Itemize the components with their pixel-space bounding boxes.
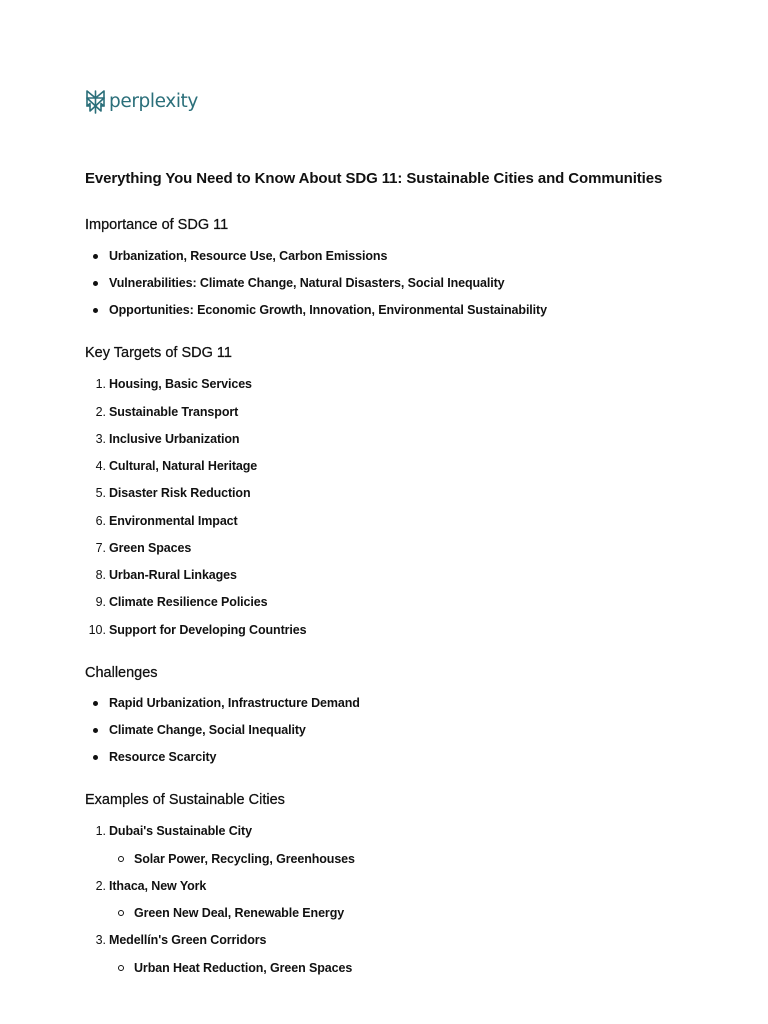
circle-bullet-icon	[118, 910, 124, 916]
section-heading-examples: Examples of Sustainable Cities	[85, 792, 285, 808]
list-item: Vulnerabilities: Climate Change, Natural Disasters, Social Inequality	[109, 276, 505, 290]
list-number: 3.	[95, 432, 106, 446]
list-item: Inclusive Urbanization	[109, 432, 240, 446]
list-number: 4.	[95, 459, 106, 473]
list-item: Disaster Risk Reduction	[109, 486, 251, 500]
section-heading-targets: Key Targets of SDG 11	[85, 345, 232, 361]
list-item: Climate Change, Social Inequality	[109, 723, 306, 737]
list-number: 8.	[95, 568, 106, 582]
bullet-icon	[93, 308, 98, 313]
bullet-icon	[93, 701, 98, 706]
perplexity-logo	[85, 89, 198, 115]
list-item: Environmental Impact	[109, 514, 238, 528]
list-number: 3.	[95, 933, 106, 947]
list-item: Climate Resilience Policies	[109, 595, 268, 609]
list-item: Rapid Urbanization, Infrastructure Demand	[109, 696, 360, 710]
bullet-icon	[93, 281, 98, 286]
list-item: Cultural, Natural Heritage	[109, 459, 258, 473]
circle-bullet-icon	[118, 965, 124, 971]
circle-bullet-icon	[118, 856, 124, 862]
list-number: 5.	[95, 486, 106, 500]
list-number: 7.	[95, 541, 106, 555]
list-item: Opportunities: Economic Growth, Innovation, Environmental Sustainability	[109, 303, 547, 317]
sub-list-item: Urban Heat Reduction, Green Spaces	[134, 961, 353, 975]
list-item: Green Spaces	[109, 541, 192, 555]
list-item: Ithaca, New York	[109, 879, 207, 893]
sub-list-item: Green New Deal, Renewable Energy	[134, 906, 345, 920]
logo-wordmark: perplexity	[109, 91, 198, 112]
list-item: Urbanization, Resource Use, Carbon Emissions	[109, 249, 388, 263]
bullet-icon	[93, 254, 98, 259]
list-number: 1.	[95, 824, 106, 838]
list-number: 2.	[95, 879, 106, 893]
list-number: 9.	[95, 595, 106, 609]
list-item: Dubai's Sustainable City	[109, 824, 252, 838]
list-item: Housing, Basic Services	[109, 377, 252, 391]
section-heading-importance: Importance of SDG 11	[85, 217, 229, 233]
list-number: 2.	[95, 405, 106, 419]
list-item: Medellín's Green Corridors	[109, 933, 267, 947]
list-item: Sustainable Transport	[109, 405, 239, 419]
list-item: Resource Scarcity	[109, 750, 217, 764]
perplexity-logo-icon	[85, 89, 106, 115]
list-item: Support for Developing Countries	[109, 623, 307, 637]
section-heading-challenges: Challenges	[85, 665, 158, 681]
list-number: 6.	[95, 514, 106, 528]
list-number: 1.	[95, 377, 106, 391]
page-title: Everything You Need to Know About SDG 11: Sustainable Cities and Communities	[85, 170, 663, 187]
bullet-icon	[93, 755, 98, 760]
bullet-icon	[93, 728, 98, 733]
list-item: Urban-Rural Linkages	[109, 568, 237, 582]
list-number: 10.	[88, 623, 106, 637]
sub-list-item: Solar Power, Recycling, Greenhouses	[134, 852, 355, 866]
